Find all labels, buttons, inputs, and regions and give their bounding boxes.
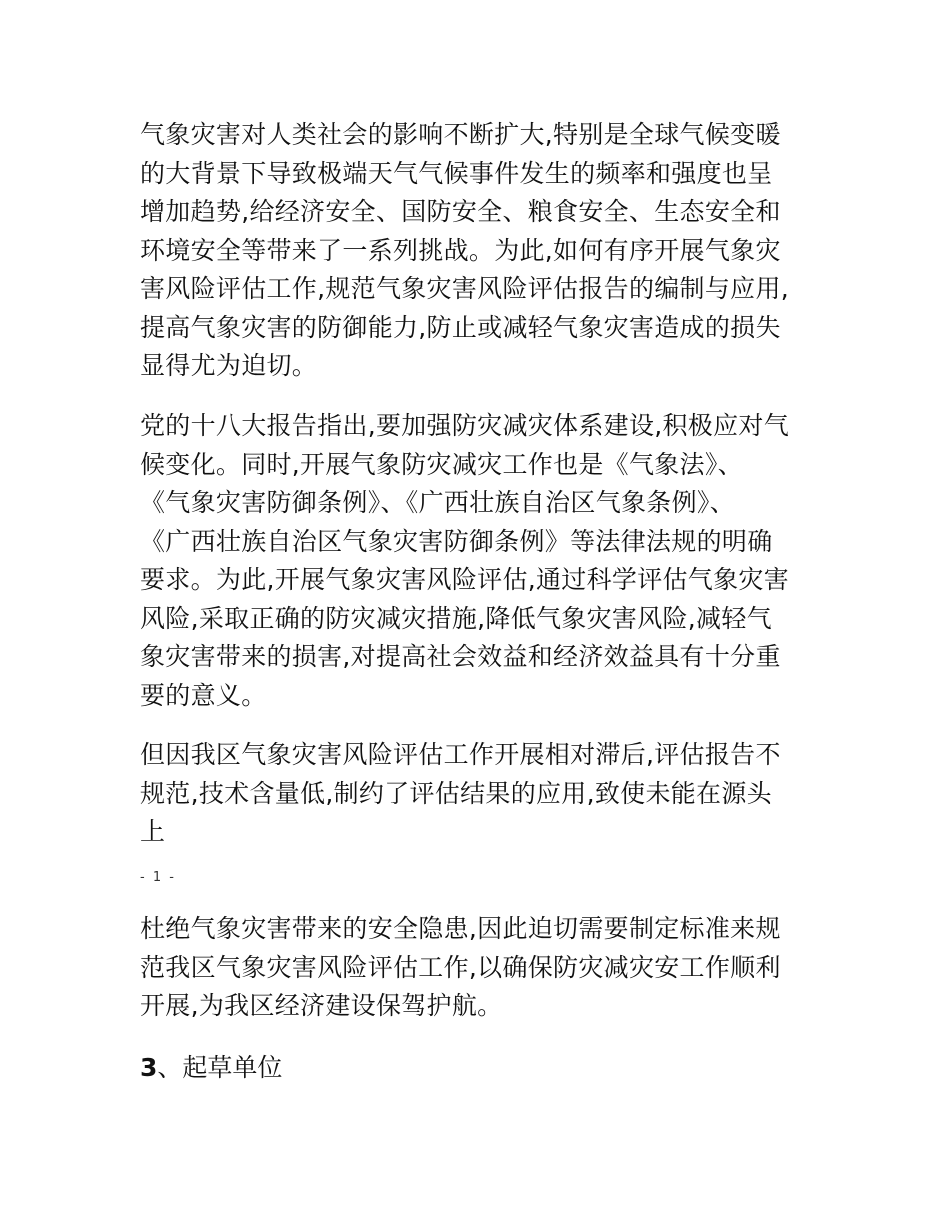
paragraph-line: 的大背景下导致极端天气气候事件发生的频率和强度也呈 <box>140 158 773 188</box>
paragraph-line: 增加趋势,给经济安全、国防安全、粮食安全、生态安全和 <box>140 197 781 226</box>
paragraph-1 <box>140 116 820 386</box>
paragraph-line: 要的意义。 <box>140 680 267 710</box>
paragraph-line: 党的十八大报告指出,要加强防灾减灾体系建设,积极应对气 <box>140 411 789 440</box>
paragraph-3 <box>140 736 820 852</box>
paragraph-line: 象灾害带来的损害,对提高社会效益和经济效益具有十分重 <box>140 642 781 671</box>
paragraph-line: 《气象灾害防御条例》、《广西壮族自治区气象条例》、 <box>140 488 736 517</box>
paragraph-line: 气象灾害对人类社会的影响不断扩大,特别是全球气候变暖 <box>140 120 781 149</box>
paragraph-line: 但因我区气象灾害风险评估工作开展相对滞后,评估报告不 <box>140 740 781 769</box>
paragraph-line: 要求。为此,开展气象灾害风险评估,通过科学评估气象灾害 <box>140 565 789 594</box>
paragraph-line: 显得尤为迫切。 <box>140 351 318 380</box>
paragraph-line: 环境安全等带来了一系列挑战。为此,如何有序开展气象灾 <box>140 235 781 265</box>
paragraph-line: 风险,采取正确的防灾减灾措施,降低气象灾害风险,减轻气 <box>140 603 772 633</box>
section-heading <box>140 1048 282 1088</box>
paragraph-line: 开展,为我区经济建设保驾护航。 <box>140 991 503 1020</box>
paragraph-line: 提高气象灾害的防御能力,防止或减轻气象灾害造成的损失 <box>140 312 781 342</box>
paragraph-line: 上 <box>140 817 166 846</box>
section-number: 3 <box>140 1053 158 1082</box>
paragraph-line: 规范,技术含量低,制约了评估结果的应用,致使未能在源头 <box>140 778 772 808</box>
paragraph-line: 杜绝气象灾害带来的安全隐患,因此迫切需要制定标准来规 <box>140 914 781 943</box>
page-number: - 1 - <box>140 870 176 885</box>
paragraph-line: 范我区气象灾害风险评估工作,以确保防灾减灾安工作顺利 <box>140 952 781 982</box>
paragraph-line: 害风险评估工作,规范气象灾害风险评估报告的编制与应用, <box>140 274 789 303</box>
paragraph-line: 候变化。同时,开展气象防灾减灾工作也是《气象法》、 <box>140 449 743 479</box>
paragraph-line: 《广西壮族自治区气象灾害防御条例》等法律法规的明确 <box>140 526 773 556</box>
paragraph-4 <box>140 910 820 1026</box>
paragraph-2 <box>140 407 820 715</box>
section-title: 、起草单位 <box>157 1053 283 1082</box>
